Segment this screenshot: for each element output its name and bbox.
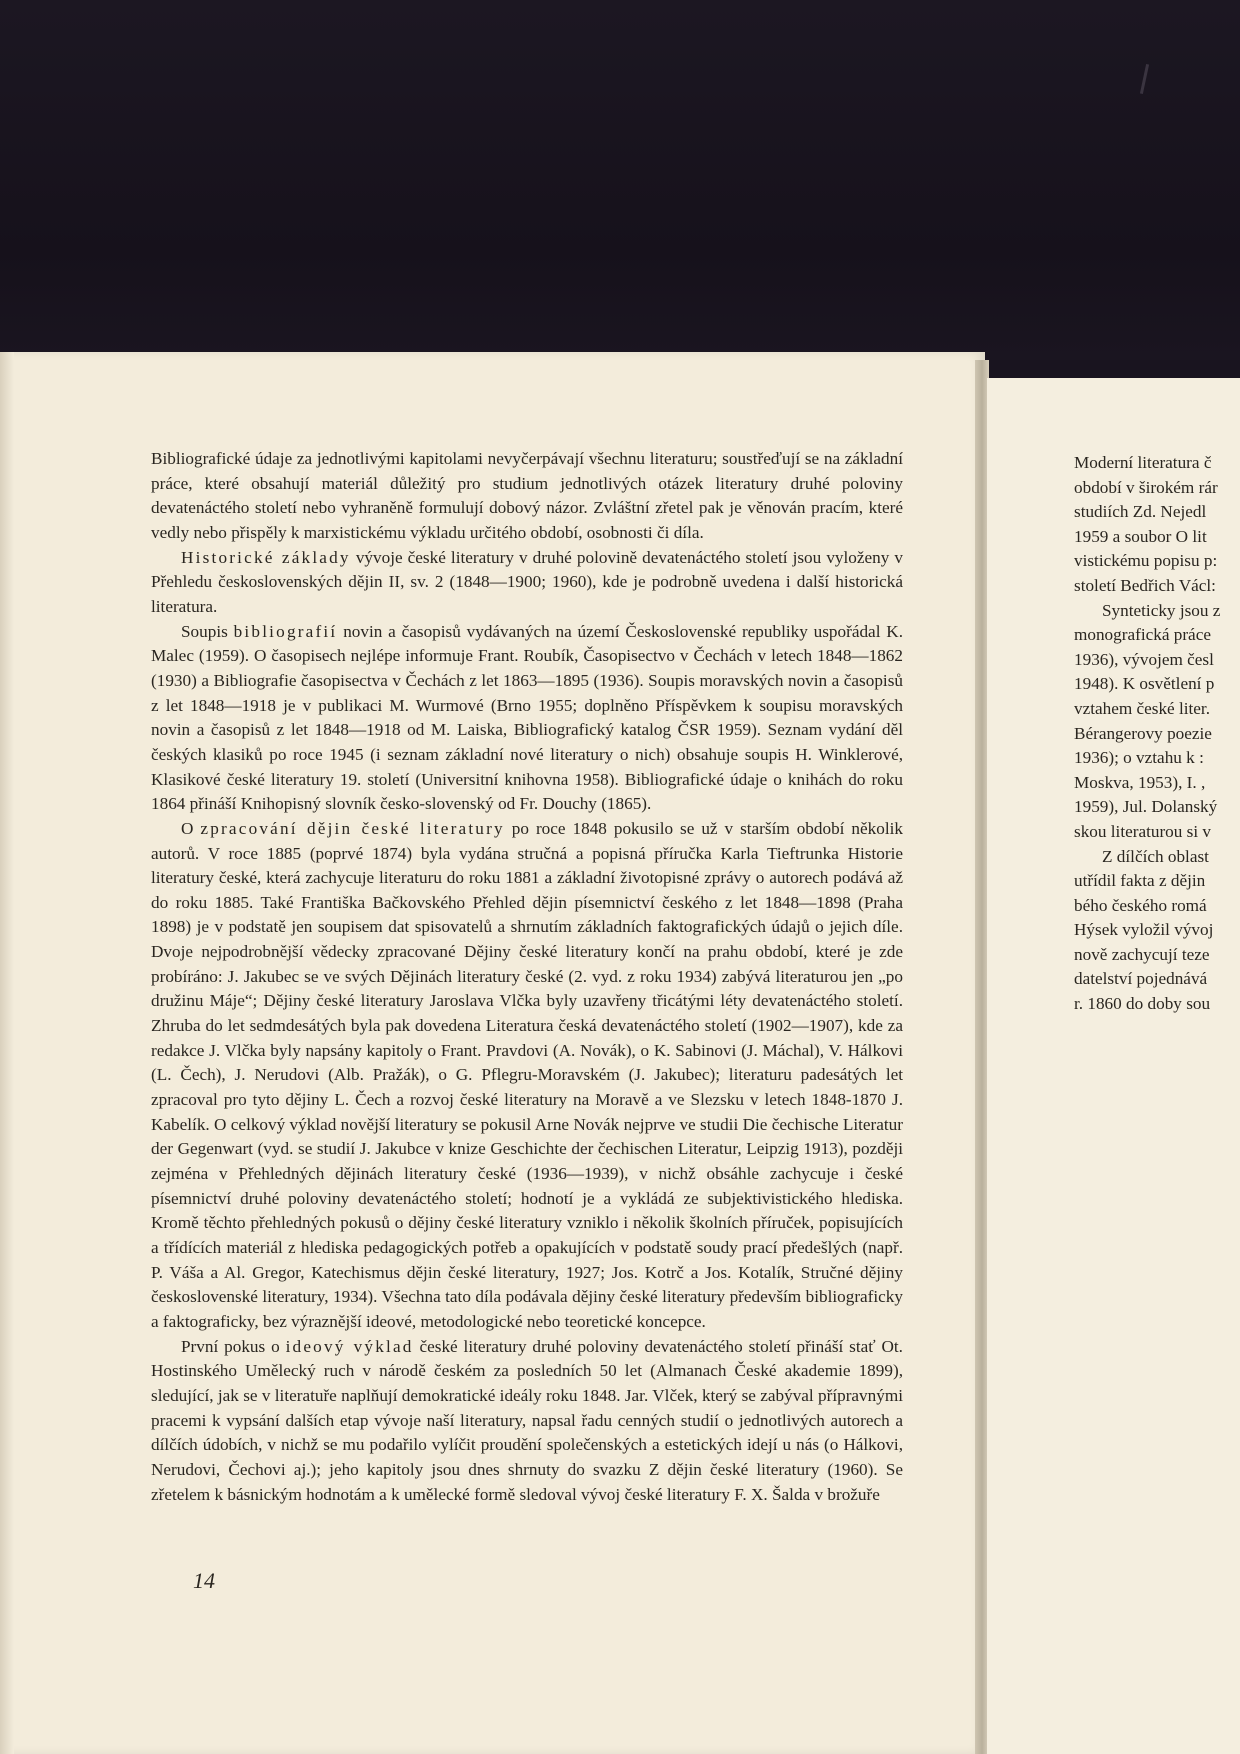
right-page-line: Bérangerovy poezie <box>1074 723 1212 743</box>
right-page-line: období v širokém rár <box>1074 477 1218 497</box>
right-page-line: 1959 a soubor O lit <box>1074 526 1207 546</box>
right-page-line: nově zachycují teze <box>1074 944 1210 964</box>
background-mark <box>1140 64 1149 94</box>
right-page-line: vztahem české liter. <box>1074 698 1211 718</box>
right-page-line: Synteticky jsou z <box>1102 600 1221 620</box>
dark-background <box>0 0 1240 360</box>
paragraph-text: O <box>181 818 201 838</box>
right-page-line: bého českého romá <box>1074 895 1207 915</box>
right-page-text <box>1074 451 1240 1017</box>
right-page-line: 1936); o vztahu k : <box>1074 748 1204 768</box>
spaced-emphasis: zpracování dějin české literatury <box>200 818 505 838</box>
paragraph <box>151 546 903 620</box>
right-page-line: Z dílčích oblast <box>1102 846 1209 866</box>
paragraph <box>151 620 903 817</box>
paragraph-text: První pokus o <box>181 1336 286 1356</box>
right-page-line: studiích Zd. Nejedl <box>1074 502 1207 522</box>
right-page-line: datelství pojednává <box>1074 969 1208 989</box>
right-page-line: 1936), vývojem česl <box>1074 649 1214 669</box>
right-page-line: r. 1860 do doby sou <box>1074 994 1211 1014</box>
right-page-line: vistickému popisu p: <box>1074 551 1218 571</box>
right-page-line: Hýsek vyložil vývoj <box>1074 920 1214 940</box>
right-page-line: Moskva, 1953), I. , <box>1074 772 1206 792</box>
spaced-emphasis: Historické základy <box>181 547 351 567</box>
paragraph <box>151 447 903 546</box>
paragraph-text: vývoje české literatury v druhé polovině devatenáctého století jsou vyloženy v Přehledu československých dějin II, sv. 2 (1848—1900; 1960), kde je podrobně uvedena i další historická literatura. <box>151 547 904 616</box>
right-page <box>987 378 1240 1754</box>
paragraph-text: novin a časopisů vydávaných na území Československé republiky uspořádal K. Malec (1959). O časopisech nejlépe informuje Frant. Roubík, Časopisectvo v Čechách v letech 1848—1862 (1930) a Bibliografie časopisectva v Čechách z let 1863—1895 (1936). Soupis moravských novin a časopisů z let 1848—1918 je v publikaci M. Wurmové (Brno 1955; doplněno Příspěvkem k soupisu moravských novin a časopisů z let 1848—1918 od M. Laiska, Bibliografický katalog ČSR 1959). Seznam vydání děl českých klasiků po roce 1945 (i seznam základní nové literatury o nich) obsahuje soupis H. Winklerové, Klasikové české literatury 19. století (Universitní knihovna 1958). Bibliografické údaje o knihách do roku 1864 přináší Knihopisný slovník česko-slovenský od Fr. Douchy (1865). <box>151 621 903 814</box>
right-page-line: utřídil fakta z dějin <box>1074 871 1206 891</box>
right-page-line: monografická práce <box>1074 625 1211 645</box>
paragraph-text: po roce 1848 pokusilo se už v starším období několik autorů. V roce 1885 (poprvé 1874) byla vydána stručná a popisná příručka Karla Tieftrunka Historie literatury české, která zachycuje literaturu do roku 1881 a základní životopisné zprávy o autorech podává až do roku 1885. Také Františka Bačkovského Přehled dějin písemnictví českého z let 1848—1898 (Praha 1898) je v podstatě jen soupisem dat spisovatelů a shrnutím základních faktografických údajů o jejich díle. Dvoje nejpodrobnější vědecky zpracované Dějiny české literatury končí na prahu období, které je zde probíráno: J. Jakubec se ve svých Dějinách literatury české (2. vyd. z roku 1934) zabývá literaturou jen „po družinu Máje“; Dějiny české literatury Jaroslava Vlčka byly uzavřeny třicátými léty devatenáctého století. Zhruba do let sedmdesátých byla pak dovedena Literatura česká devatenáctého století (1902—1907), kde za redakce J. Vlčka byly napsány kapitoly o Frant. Pravdovi (A. Novák), o K. Sabinovi (J. Máchal), V. Hálkovi (L. Čech), J. Nerudovi (Alb. Pražák), o G. Pflegru-Moravském (J. Jakubec); literaturu padesátých let zpracoval pro tyto dějiny L. Čech a rozvoj české literatury na Moravě a ve Slezsku v letech 1848-1870 J. Kabelík. O celkový výklad novější literatury se pokusil Arne Novák nejprve ve studii Die čechische Literatur der Gegenwart (vyd. se studií J. Jakubce v knize Geschichte der čechischen Literatur, Leipzig 1913), později zejména v Přehledných dějinách literatury české (1936—1939), v nichž obsáhle zachycuje i české písemnictví druhé poloviny devatenáctého století; hodnotí je a vykládá ze subjektivistického hlediska. Kromě těchto přehledných pokusů o dějiny české literatury vzniklo i několik školních příruček, popisujících a třídících materiál z hlediska pedagogických potřeb a opakujících v podstatě soudy prací předešlých (např. P. Váša a Al. Gregor, Katechismus dějin české literatury, 1927; Jos. Kotrč a Jos. Kotalík, Stručné dějiny československé literatury, 1934). Všechna tato díla podávala dějiny české literatury především bibliograficky a faktograficky, bez výraznější ideové, metodologické nebo teoretické koncepce. <box>151 818 903 1331</box>
page-number: 14 <box>193 1568 215 1593</box>
paragraph-text: české literatury druhé poloviny devatenáctého století přináší stať Ot. Hostinského Umělecký ruch v národě českém za posledních 50 let (Almanach České akademie 1899), sledující, jak se v literatuře naplňují demokratické ideály roku 1848. Jar. Vlček, který se zabýval přípravnými pracemi k vypsání dalších etap vývoje naší literatury, napsal řadu cenných studií o jednotlivých autorech a dílčích údobích, v nichž se mu podařilo vylíčit proudění společenských a estetických idejí u nás (o Hálkovi, Nerudovi, Čechovi aj.); jeho kapitoly jsou dnes shrnuty do svazku Z dějin české literatury (1960). Se zřetelem k básnickým hodnotám a k umělecké formě sledoval vývoj české literatury F. X. Šalda v brožuře <box>151 1336 903 1504</box>
paragraph <box>151 1335 903 1508</box>
right-page-line: století Bedřich Václ: <box>1074 575 1216 595</box>
spaced-emphasis: ideový výklad <box>285 1336 414 1356</box>
left-page-text <box>151 447 903 1507</box>
right-page-line: skou literaturou si v <box>1074 821 1212 841</box>
paragraph <box>151 817 903 1335</box>
right-page-line: 1959), Jul. Dolanský <box>1074 797 1218 817</box>
spaced-emphasis: bibliografií <box>233 621 338 641</box>
right-page-line: 1948). K osvětlení p <box>1074 674 1215 694</box>
right-page-line: Moderní literatura č <box>1074 453 1212 472</box>
paragraph-text: Soupis <box>181 621 234 641</box>
paragraph-text: Bibliografické údaje za jednotlivými kapitolami nevyčerpávají všechnu literaturu; soustřeďují se na základní práce, které obsahují materiál důležitý pro studium jednotlivých otázek literatury druhé poloviny devatenáctého století nebo vyhraněně formulují dobový názor. Zvláštní zřetel pak je věnován pracím, které vedly nebo přispěly k marxistickému výkladu určitého období, osobnosti či díla. <box>151 449 903 542</box>
page-edge-shade <box>0 352 14 1754</box>
